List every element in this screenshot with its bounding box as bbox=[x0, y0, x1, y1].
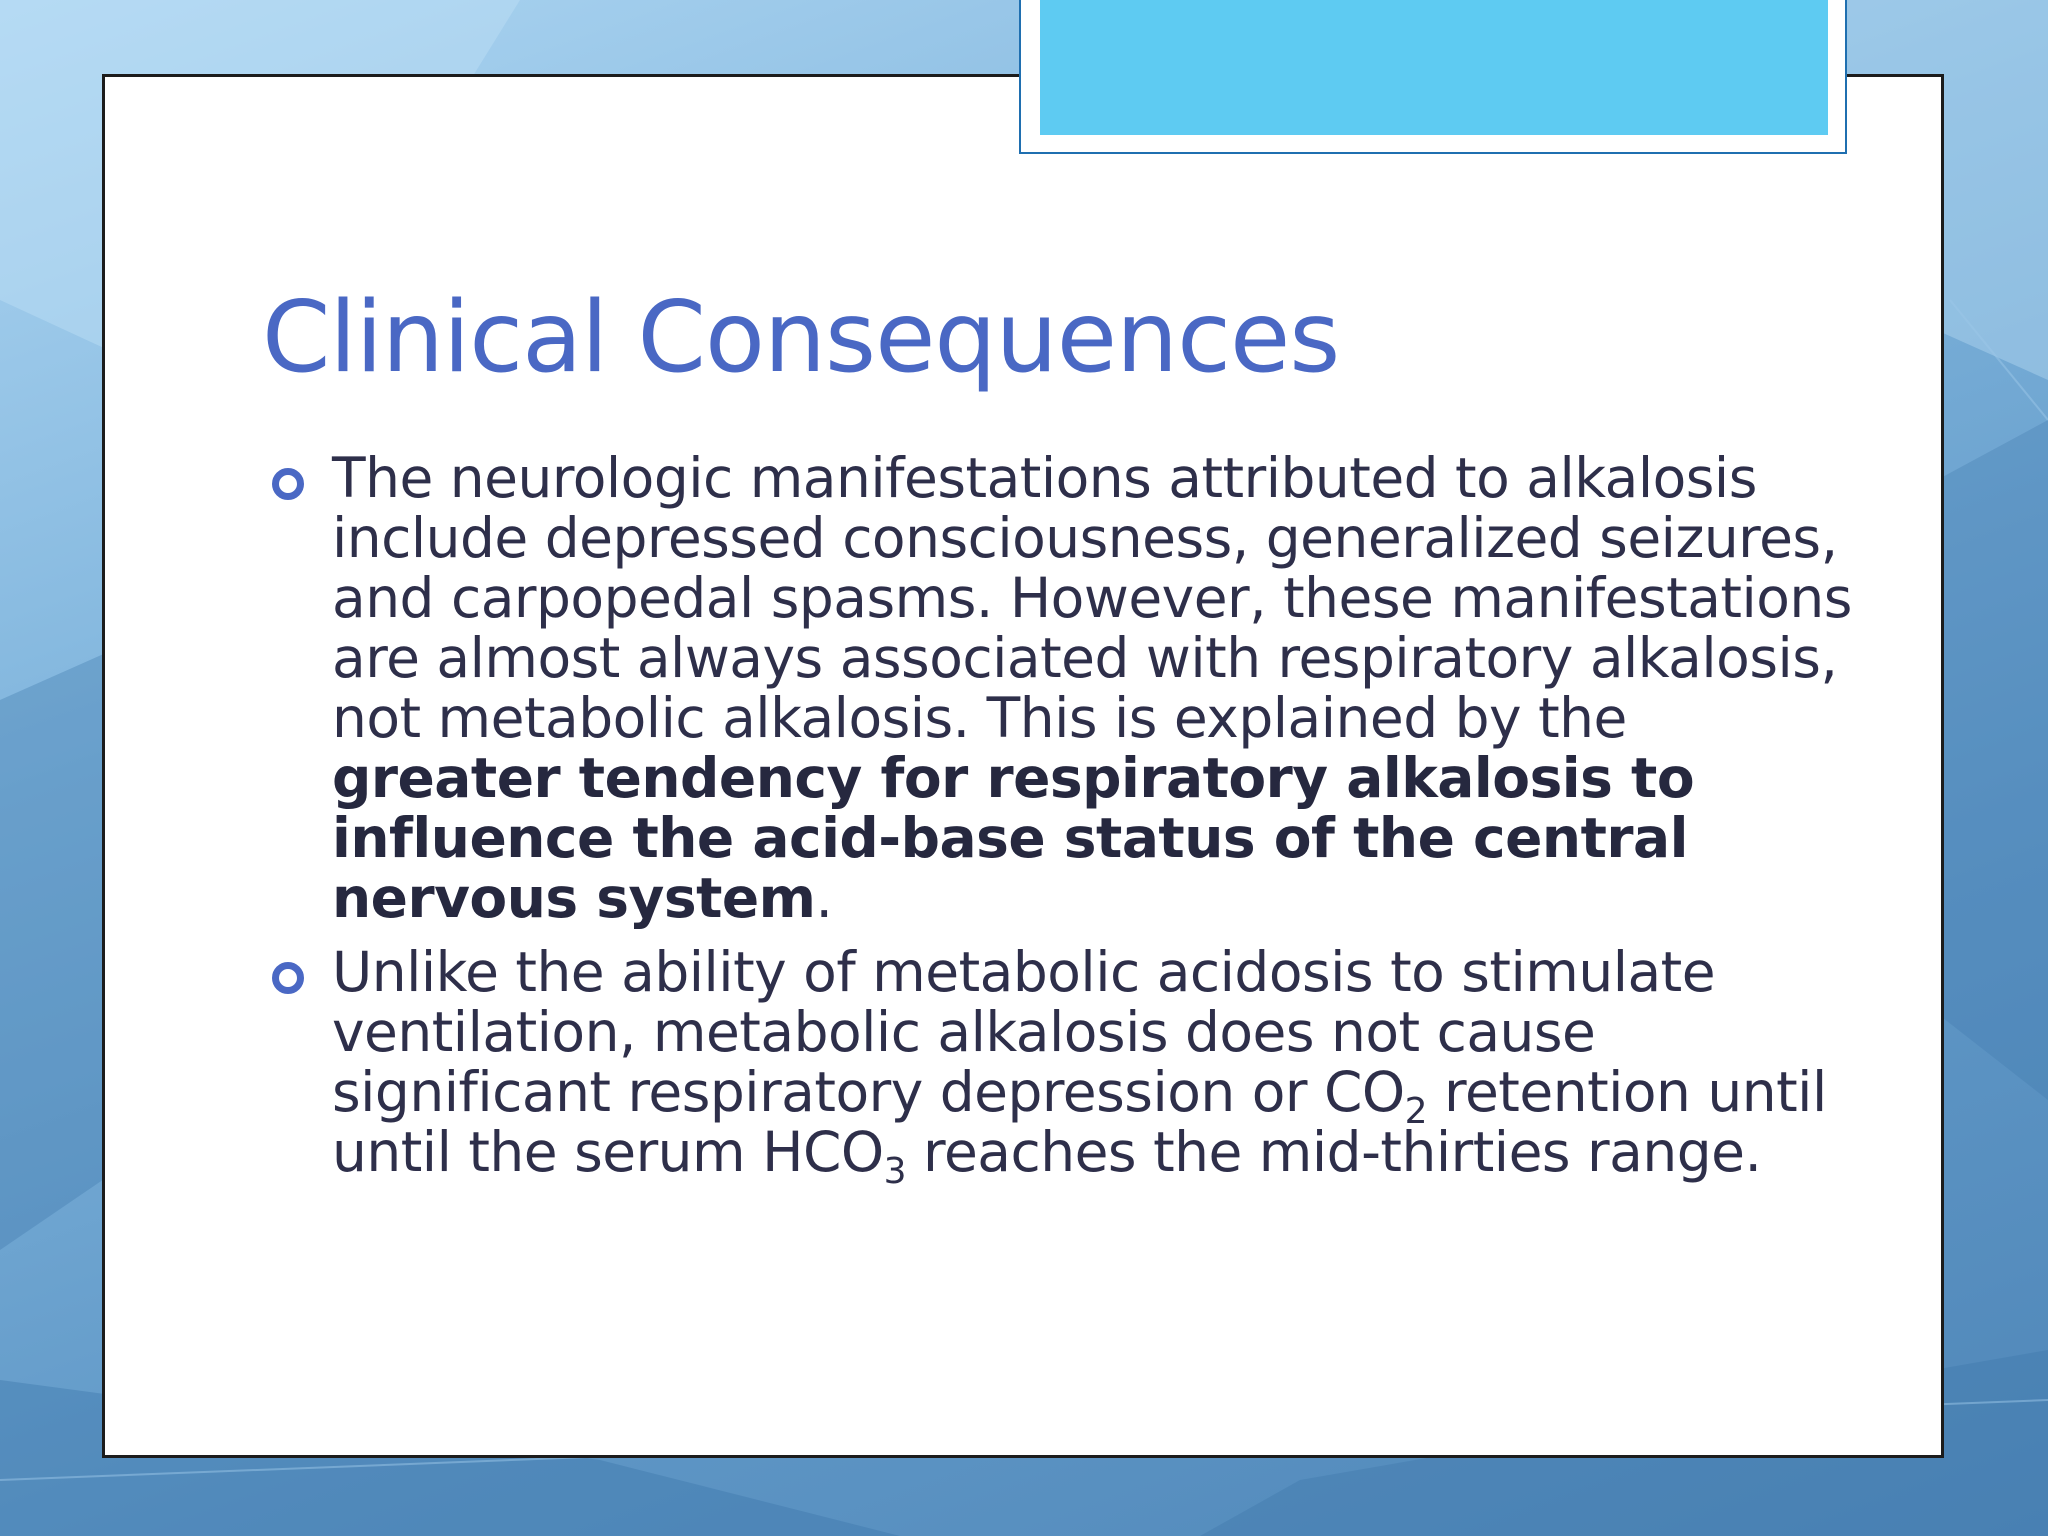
bullet-item-neurologic bbox=[272, 448, 1852, 928]
bullet-text-end: . bbox=[815, 866, 833, 930]
circle-bullet-icon bbox=[272, 962, 304, 994]
bullet-item-ventilation bbox=[272, 940, 1852, 1192]
bullet-bold-text: greater tendency for respiratory alkalosis to influence the acid-base status of the central nervous system bbox=[332, 746, 1695, 930]
bullet-list bbox=[272, 448, 1852, 1196]
bullet-text: The neurologic manifestations attributed to alkalosis include depressed consciousness, generalized seizures, and carpopedal spasms. However, these manifestations are almost always associated with respiratory alkalosis, not metabolic alkalosis. This is explained by the bbox=[332, 446, 1852, 750]
slide-title: Clinical Consequences bbox=[262, 281, 1340, 395]
circle-bullet-icon bbox=[272, 468, 304, 500]
bullet-text: retention until until the serum HCO bbox=[332, 1060, 1827, 1184]
subscript-2: 2 bbox=[1404, 1091, 1428, 1132]
subscript-3: 3 bbox=[883, 1151, 907, 1192]
header-tab bbox=[1040, 0, 1828, 135]
bullet-text: Unlike the ability of metabolic acidosis to stimulate ventilation, metabolic alkalosis does not cause significant respiratory depression or CO bbox=[332, 940, 1716, 1124]
bullet-text: reaches the mid-thirties range. bbox=[906, 1120, 1762, 1184]
